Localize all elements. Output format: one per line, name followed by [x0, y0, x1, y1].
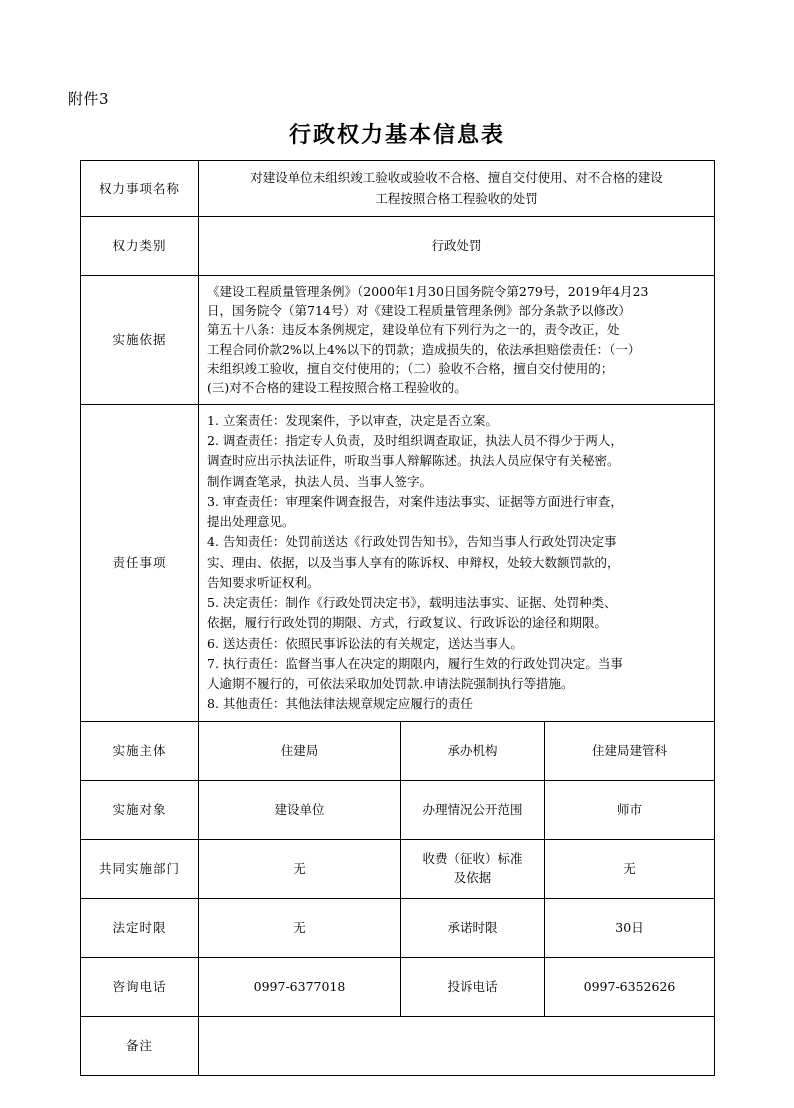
duty-line: 6. 送达责任：依照民事诉讼法的有关规定，送达当事人。 [207, 635, 523, 651]
value-legal-time-limit: 无 [199, 898, 401, 957]
duty-line: 人逾期不履行的，可依法采取加处罚款.申请法院强制执行等措施。 [207, 676, 574, 691]
value-power-item-name [199, 161, 715, 217]
table-row-remarks [81, 1016, 715, 1075]
label-fee-standard [401, 839, 545, 898]
duty-line: 4. 告知责任：处罚前送达《行政处罚告知书》，告知当事人行政处罚决定事 [207, 534, 617, 550]
label-power-item-name: 权力事项名称 [81, 161, 199, 217]
duty-line: 7. 执行责任：监督当事人在决定的期限内，履行生效的行政处罚决定。当事 [207, 655, 623, 671]
table-row-phone [81, 957, 715, 1016]
power-info-table [80, 160, 715, 1076]
label-undertaking-org: 承办机构 [401, 721, 545, 780]
fee-standard-line1: 收费（征收）标准 [422, 850, 523, 866]
label-complaint-phone: 投诉电话 [401, 957, 545, 1016]
value-joint-department: 无 [199, 839, 401, 898]
value-consult-phone: 0997-6377018 [199, 957, 401, 1016]
table-row-power-category [81, 216, 715, 275]
duty-line: 3. 审查责任：审理案件调查报告，对案件违法事实、证据等方面进行审查， [207, 493, 623, 509]
duty-line: 制作调查笔录，执法人员、当事人签字。 [207, 473, 433, 489]
value-power-category: 行政处罚 [199, 216, 715, 275]
label-remarks: 备注 [81, 1016, 199, 1075]
value-duties [199, 404, 715, 721]
duty-line: 1. 立案责任：发现案件，予以审查，决定是否立案。 [207, 412, 498, 428]
duty-line: 8. 其他责任：其他法律法规章规定应履行的责任 [207, 696, 473, 712]
value-implementing-body: 住建局 [199, 721, 401, 780]
value-implementing-object: 建设单位 [199, 780, 401, 839]
duty-line: 5. 决定责任：制作《行政处罚决定书》，载明违法事实、证据、处罚种类、 [207, 595, 617, 610]
table-row-duties [81, 404, 715, 721]
value-promised-time-limit: 30日 [545, 898, 715, 957]
value-basis [199, 275, 715, 404]
table-row-power-item-name [81, 161, 715, 217]
fee-standard-line2: 及依据 [453, 869, 492, 885]
table-row-implementing-object [81, 780, 715, 839]
basis-line-2: 日，国务院令（第714号）对《建设工程质量管理条例》部分条款予以修改） [207, 302, 631, 318]
duty-line: 提出处理意见。 [207, 514, 295, 529]
basis-line-1: 《建设工程质量管理条例》（2000年1月30日国务院令第279号，2019年4月23 [207, 283, 649, 299]
label-duties: 责任事项 [81, 404, 199, 721]
table-row-implementing-body [81, 721, 715, 780]
label-basis: 实施依据 [81, 275, 199, 404]
label-disclosure-scope: 办理情况公开范围 [401, 780, 545, 839]
duty-line: 2. 调查责任：指定专人负责，及时组织调查取证，执法人员不得少于两人， [207, 433, 623, 448]
value-fee-standard: 无 [545, 839, 715, 898]
basis-line-3: 第五十八条：违反本条例规定，建设单位有下列行为之一的，责令改正，处 [207, 322, 620, 338]
power-item-name-line1: 对建设单位未组织竣工验收或验收不合格、擅自交付使用、对不合格的建设 [250, 170, 663, 185]
value-complaint-phone: 0997-6352626 [545, 957, 715, 1016]
basis-line-4: 工程合同价款2%以上4%以下的罚款；造成损失的，依法承担赔偿责任：（一） [207, 341, 641, 357]
basis-line-6: (三)对不合格的建设工程按照合格工程验收的。 [207, 380, 467, 396]
label-implementing-object: 实施对象 [81, 780, 199, 839]
duty-line: 调查时应出示执法证件，听取当事人辩解陈述。执法人员应保守有关秘密。 [207, 453, 620, 469]
page-title: 行政权力基本信息表 [288, 122, 505, 148]
label-legal-time-limit: 法定时限 [81, 898, 199, 957]
label-power-category: 权力类别 [81, 216, 199, 275]
label-implementing-body: 实施主体 [81, 721, 199, 780]
basis-line-5: 未组织竣工验收，擅自交付使用的；（二）验收不合格，擅自交付使用的； [207, 361, 614, 376]
table-row-legal-time-limit [81, 898, 715, 957]
table-row-basis [81, 275, 715, 404]
value-remarks [199, 1016, 715, 1075]
value-disclosure-scope: 师市 [545, 780, 715, 839]
label-joint-department: 共同实施部门 [81, 839, 199, 898]
label-consult-phone: 咨询电话 [81, 957, 199, 1016]
duty-line: 依据，履行行政处罚的期限、方式，行政复议、行政诉讼的途径和期限。 [207, 615, 608, 631]
duty-line: 告知要求听证权利。 [207, 574, 320, 590]
duty-line: 实、理由、依据，以及当事人享有的陈诉权、申辩权，处较大数额罚款的， [207, 554, 620, 570]
power-item-name-line2: 工程按照合格工程验收的处罚 [375, 191, 538, 207]
label-promised-time-limit: 承诺时限 [401, 898, 545, 957]
table-row-joint-department [81, 839, 715, 898]
value-undertaking-org: 住建局建管科 [545, 721, 715, 780]
attachment-label: 附件3 [68, 90, 110, 108]
